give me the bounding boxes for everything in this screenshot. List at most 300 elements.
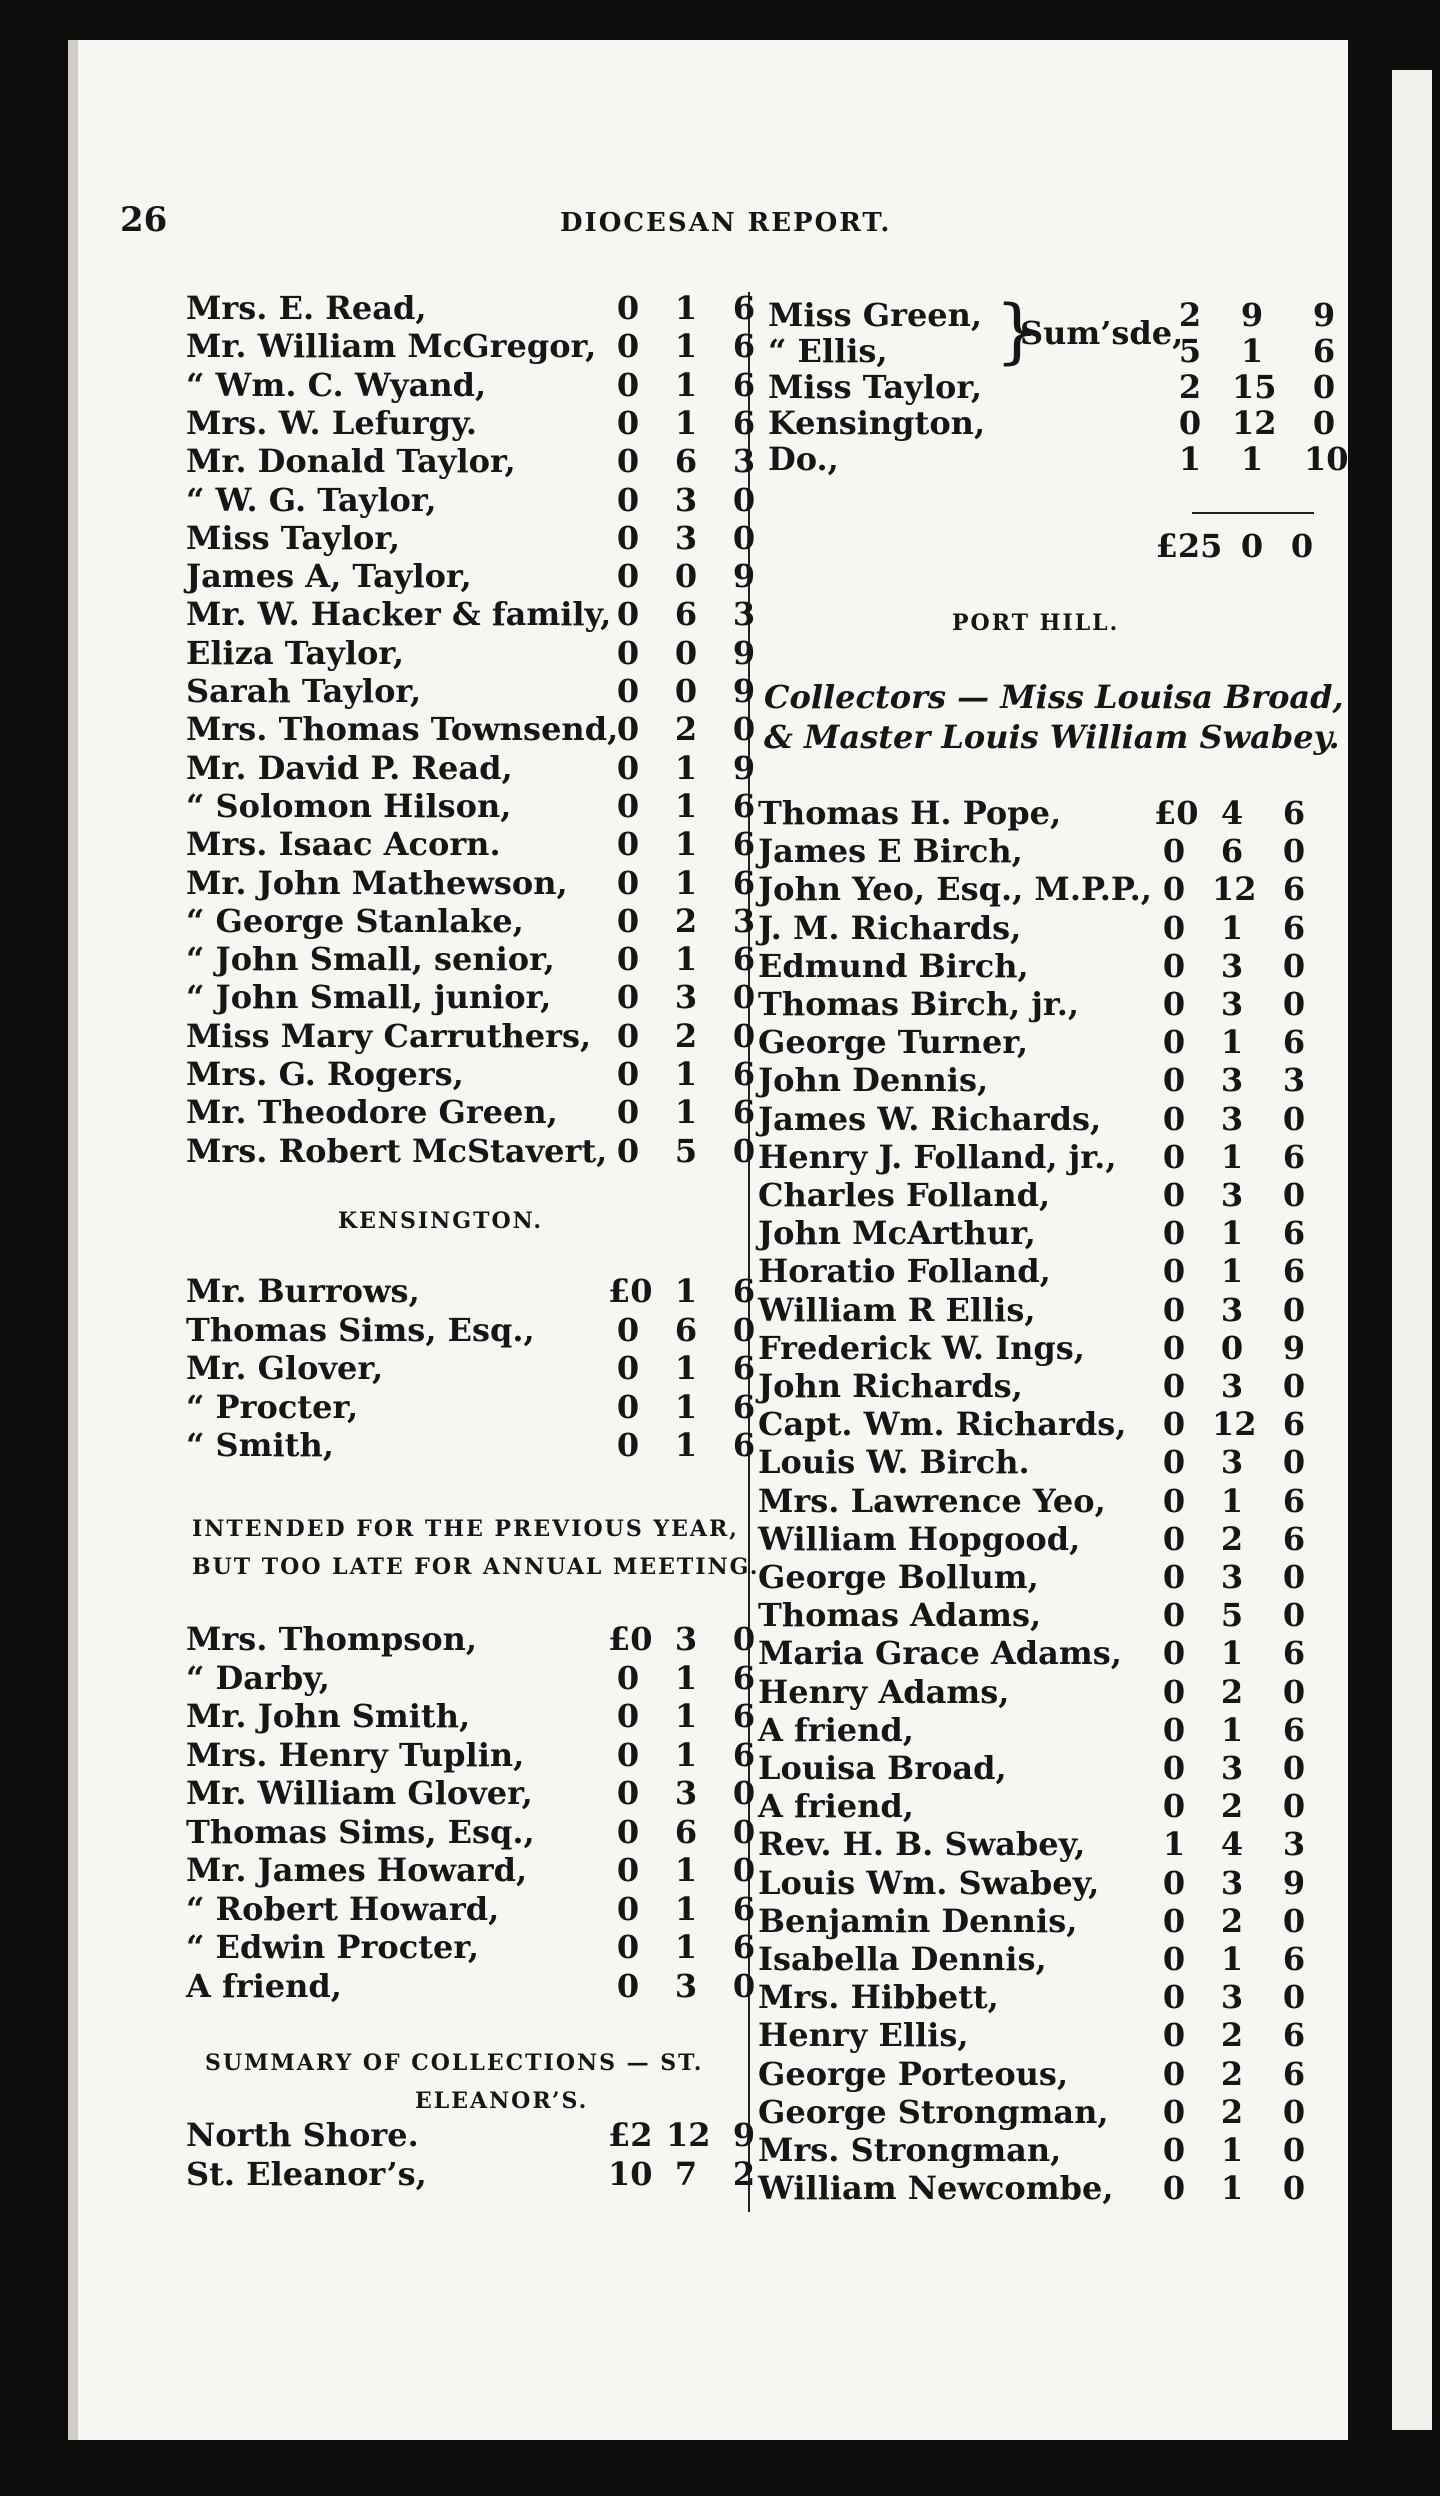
pence-value: 9	[1282, 1863, 1306, 1902]
pounds-value: 0	[1162, 1672, 1186, 1711]
subscriber-name: John Dennis,	[758, 1061, 989, 1100]
pence-value: 6	[732, 1697, 756, 1735]
subscription-row	[186, 1426, 756, 1464]
shillings-value: 7	[674, 2154, 698, 2193]
subscriber-name: Henry Adams,	[758, 1672, 1010, 1711]
summary-heading-line1: SUMMARY OF COLLECTIONS — ST.	[205, 2050, 704, 2076]
pence-value: 6	[1282, 1214, 1306, 1253]
subscriber-name: Thomas Sims, Esq.,	[186, 1310, 535, 1349]
subscriber-name: Sarah Taylor,	[186, 672, 422, 710]
shillings-value: 3	[1220, 1863, 1244, 1902]
pence-value: 6	[732, 940, 756, 979]
shillings-value: 1	[1220, 1481, 1244, 1520]
pence-value: 0	[1282, 1443, 1306, 1482]
subscription-row	[754, 1443, 1314, 1481]
pence-value: 2	[732, 2154, 756, 2193]
pence-value: 0	[1282, 1596, 1306, 1635]
subscriber-name: Mr. Donald Taylor,	[186, 442, 516, 481]
subscriber-name: Eliza Taylor,	[186, 633, 404, 672]
shillings-value: 3	[1220, 1978, 1244, 2017]
subscription-row	[186, 2154, 756, 2193]
shillings-value: 1	[1220, 1710, 1244, 1749]
subscriber-name: “ Smith,	[186, 1426, 334, 1464]
subscription-row	[186, 1851, 756, 1889]
shillings-value: 0	[674, 557, 698, 596]
subscription-row	[186, 1272, 756, 1310]
subscription-row	[754, 947, 1314, 985]
shillings-value: 1	[674, 1928, 698, 1966]
pounds-value: 0	[616, 748, 640, 787]
pence-value: 6	[1282, 2054, 1306, 2093]
shillings-value: 3	[1220, 1443, 1244, 1482]
pence-value: 0	[1282, 2131, 1306, 2169]
subscriber-name: Isabella Dennis,	[758, 1940, 1047, 1978]
pence-value: 6	[732, 825, 756, 864]
subscriber-name: “ George Stanlake,	[186, 901, 524, 940]
pence-value: 0	[1282, 1099, 1306, 1138]
shillings-value: 1	[674, 863, 698, 902]
pounds-value: 0	[616, 710, 640, 749]
pence-value: 0	[1282, 1176, 1306, 1214]
pounds-value: 0	[1162, 1749, 1186, 1787]
pounds-value: 2	[1178, 368, 1202, 406]
pounds-value: 0	[616, 403, 640, 442]
shillings-value: 1	[674, 748, 698, 787]
subscription-row	[754, 2131, 1314, 2169]
shillings-value: 1	[1220, 1634, 1244, 1673]
pence-value: 0	[1282, 1290, 1306, 1329]
pence-value: 6	[1282, 870, 1306, 909]
pence-value: 6	[732, 1093, 756, 1132]
subscriber-name: “ Solomon Hilson,	[186, 786, 512, 825]
subscription-row	[186, 1697, 756, 1735]
shillings-value: 9	[1240, 296, 1264, 334]
shillings-value: 1	[1240, 332, 1264, 370]
subscription-row	[754, 1673, 1314, 1711]
shillings-value: 6	[674, 442, 698, 481]
pounds-value: £0	[608, 1620, 653, 1658]
shillings-value: 12	[1212, 870, 1257, 909]
subscriber-name: Maria Grace Adams,	[758, 1634, 1122, 1673]
total-pence: 0	[1290, 527, 1314, 565]
shillings-value: 3	[1220, 1176, 1244, 1214]
subscription-row	[186, 748, 756, 787]
subscriber-name: James A, Taylor,	[186, 557, 472, 596]
shillings-value: 2	[1220, 1519, 1244, 1558]
pounds-value: 0	[616, 518, 640, 557]
pence-value: 6	[1282, 1940, 1306, 1978]
shillings-value: 4	[1220, 794, 1244, 832]
subscriber-name: James W. Richards,	[758, 1099, 1102, 1138]
pence-value: 6	[732, 289, 756, 327]
subscription-row	[186, 1016, 756, 1055]
pence-value: 0	[732, 1016, 756, 1055]
pounds-value: 0	[1162, 1137, 1186, 1176]
pence-value: 0	[1312, 404, 1336, 442]
pounds-value: 0	[616, 1349, 640, 1387]
subscriber-name: George Turner,	[758, 1023, 1029, 1062]
subscriber-name: Mr. W. Hacker & family,	[186, 595, 612, 634]
shillings-value: 3	[1220, 1099, 1244, 1138]
subscription-row	[186, 1928, 756, 1966]
pence-value: 0	[1282, 1978, 1306, 2017]
shillings-value: 1	[674, 1697, 698, 1735]
subscriber-name: “ Darby,	[186, 1658, 330, 1697]
subscriber-name: Rev. H. B. Swabey,	[758, 1825, 1086, 1864]
subscription-row	[760, 368, 1336, 406]
subscription-row	[186, 1889, 756, 1928]
subscription-row	[754, 1711, 1314, 1749]
subscriber-name: Mr. Burrows,	[186, 1272, 420, 1310]
pounds-value: 0	[616, 480, 640, 519]
subscription-row	[760, 404, 1336, 442]
subscriber-name: Charles Folland,	[758, 1176, 1051, 1214]
pence-value: 0	[1282, 2092, 1306, 2131]
subscriber-name: “ John Small, junior,	[186, 978, 552, 1017]
pounds-value: 0	[616, 1774, 640, 1812]
subscription-row	[186, 786, 756, 825]
subscription-row	[754, 1520, 1314, 1558]
subscription-row	[754, 985, 1314, 1023]
shillings-value: 5	[674, 1131, 698, 1170]
pence-value: 0	[1282, 1672, 1306, 1711]
pounds-value: 0	[1162, 1978, 1186, 2017]
total-pounds: £25	[1155, 527, 1223, 565]
subscriber-name: Thomas Sims, Esq.,	[186, 1812, 535, 1851]
pounds-value: 2	[1178, 296, 1202, 334]
shillings-value: 3	[674, 480, 698, 519]
pence-value: 6	[732, 1349, 756, 1387]
subscription-row	[754, 2016, 1314, 2054]
page-number: 26	[120, 200, 168, 240]
shillings-value: 4	[1220, 1825, 1244, 1864]
subscriber-name: Miss Taylor,	[768, 368, 982, 406]
subscription-row	[754, 1558, 1314, 1596]
pence-value: 6	[1282, 2016, 1306, 2055]
subscription-row	[186, 1310, 756, 1349]
right-total-row	[760, 527, 1320, 565]
pence-value: 0	[1282, 1901, 1306, 1940]
pounds-value: 0	[1162, 1023, 1186, 1062]
pounds-value: 0	[616, 1966, 640, 2005]
subscriber-name: John Richards,	[758, 1367, 1023, 1405]
pence-value: 0	[732, 480, 756, 519]
subscription-row	[186, 2116, 756, 2154]
shillings-value: 12	[1232, 404, 1277, 442]
pence-value: 0	[732, 1774, 756, 1812]
pounds-value: 0	[1162, 1481, 1186, 1520]
subscriber-name: William Newcombe,	[758, 2169, 1114, 2208]
subscriber-name: Mrs. W. Lefurgy.	[186, 403, 477, 442]
pence-value: 6	[732, 365, 756, 404]
subscription-row	[754, 909, 1314, 947]
shillings-value: 1	[1220, 1940, 1244, 1978]
pence-value: 9	[1282, 1328, 1306, 1367]
pence-value: 6	[1282, 1634, 1306, 1673]
subscriber-name: John McArthur,	[758, 1214, 1036, 1253]
shillings-value: 2	[674, 901, 698, 940]
pounds-value: 0	[1162, 908, 1186, 947]
subscriber-name: “ Edwin Procter,	[186, 1928, 479, 1966]
subscriber-name: A friend,	[758, 1787, 914, 1826]
sum-label: Sum’sde,	[1020, 314, 1184, 352]
collectors-line2: & Master Louis William Swabey.	[764, 718, 1340, 756]
subscriber-name: “ Wm. C. Wyand,	[186, 365, 487, 404]
pounds-value: 0	[1162, 1940, 1186, 1978]
pounds-value: 0	[1162, 1367, 1186, 1405]
subscription-row	[186, 1774, 756, 1812]
pounds-value: 0	[1162, 1290, 1186, 1329]
shillings-value: 1	[674, 1387, 698, 1426]
pence-value: 9	[732, 748, 756, 787]
pounds-value: 0	[616, 825, 640, 864]
subscription-row	[186, 1735, 756, 1774]
shillings-value: 1	[674, 365, 698, 404]
subscriber-name: Kensington,	[768, 404, 986, 442]
shillings-value: 1	[1220, 1023, 1244, 1062]
subscription-row	[186, 403, 756, 442]
pence-value: 0	[732, 1310, 756, 1349]
subscription-row	[754, 1023, 1314, 1061]
subscription-row	[754, 1634, 1314, 1672]
pounds-value: 0	[1162, 1596, 1186, 1635]
shillings-value: 1	[1220, 2169, 1244, 2208]
shillings-value: 3	[674, 1620, 698, 1658]
subscriber-name: Mr. Glover,	[186, 1349, 384, 1387]
subscriber-name: Louis Wm. Swabey,	[758, 1863, 1100, 1902]
subscriber-name: St. Eleanor’s,	[186, 2154, 427, 2193]
subscription-row	[760, 440, 1349, 478]
pounds-value: 0	[616, 1812, 640, 1851]
subscription-row	[186, 1093, 756, 1132]
pence-value: 3	[1282, 1825, 1306, 1864]
pounds-value: 0	[1162, 1328, 1186, 1367]
pounds-value: £2	[608, 2116, 653, 2154]
subscription-row	[754, 2169, 1314, 2207]
shillings-value: 1	[1220, 2131, 1244, 2169]
pence-value: 6	[732, 1426, 756, 1464]
pence-value: 6	[732, 403, 756, 442]
shillings-value: 1	[1220, 1214, 1244, 1253]
shillings-value: 1	[674, 289, 698, 327]
pounds-value: 0	[616, 863, 640, 902]
pounds-value: 0	[616, 1387, 640, 1426]
total-shillings: 0	[1240, 527, 1264, 565]
subscriber-name: George Strongman,	[758, 2092, 1109, 2131]
subscription-row	[186, 710, 756, 749]
pounds-value: 0	[616, 1889, 640, 1928]
subscription-row	[754, 1329, 1314, 1367]
subscription-row	[186, 289, 756, 327]
pence-value: 0	[732, 978, 756, 1017]
subscription-row	[186, 327, 756, 366]
subscriber-name: Louis W. Birch.	[758, 1443, 1030, 1482]
subscriber-name: Mrs. Hibbett,	[758, 1978, 999, 2017]
pence-value: 6	[732, 1658, 756, 1697]
pounds-value: 0	[1162, 2054, 1186, 2093]
pounds-value: 0	[1162, 870, 1186, 909]
subscriber-name: Capt. Wm. Richards,	[758, 1405, 1127, 1444]
subscriber-name: Mrs. Strongman,	[758, 2131, 1062, 2169]
pence-value: 6	[1282, 1481, 1306, 1520]
shillings-value: 3	[1220, 946, 1244, 985]
pence-value: 6	[732, 1387, 756, 1426]
subscriber-name: “ Ellis,	[768, 332, 888, 370]
subscriber-name: Mr. James Howard,	[186, 1851, 528, 1889]
subscriber-name: “ John Small, senior,	[186, 940, 555, 979]
subscription-row	[186, 1131, 756, 1170]
subscription-row	[754, 1100, 1314, 1138]
subscription-row	[186, 557, 756, 596]
shillings-value: 3	[1220, 1290, 1244, 1329]
subscription-row	[186, 863, 756, 902]
subscriber-name: Thomas H. Pope,	[758, 794, 1062, 832]
shillings-value: 1	[674, 1426, 698, 1464]
subscription-row	[186, 1966, 756, 2005]
port-hill-heading: PORT HILL.	[952, 610, 1120, 636]
subscription-row	[186, 633, 756, 672]
pence-value: 0	[732, 518, 756, 557]
shillings-value: 3	[1220, 1558, 1244, 1596]
subscription-row	[186, 1055, 756, 1093]
subscription-row	[186, 940, 756, 979]
subscription-row	[754, 1978, 1314, 2016]
subscriber-name: Miss Taylor,	[186, 518, 400, 557]
subscriber-name: Mr. William Glover,	[186, 1774, 533, 1812]
pence-value: 6	[1312, 332, 1336, 370]
pence-value: 0	[1282, 2169, 1306, 2208]
pounds-value: 0	[616, 1310, 640, 1349]
pence-value: 6	[732, 786, 756, 825]
subscriber-name: A friend,	[758, 1710, 914, 1749]
shillings-value: 2	[674, 1016, 698, 1055]
pounds-value: 0	[616, 633, 640, 672]
subscription-row	[186, 1387, 756, 1426]
subscription-row	[186, 518, 756, 557]
shillings-value: 3	[1220, 1749, 1244, 1787]
pounds-value: 0	[616, 672, 640, 710]
pence-value: 6	[732, 1055, 756, 1093]
page-spine	[68, 40, 78, 2440]
pence-value: 0	[1282, 832, 1306, 871]
pounds-value: 0	[1162, 1443, 1186, 1482]
shillings-value: 12	[666, 2116, 711, 2154]
subscriber-name: Miss Green,	[768, 296, 983, 334]
pounds-value: 0	[1162, 1176, 1186, 1214]
pounds-value: 0	[616, 1426, 640, 1464]
subscription-row	[186, 1620, 756, 1658]
running-title: DIOCESAN REPORT.	[560, 208, 892, 238]
pounds-value: 0	[616, 978, 640, 1017]
shillings-value: 2	[1220, 2054, 1244, 2093]
pence-value: 0	[1282, 1787, 1306, 1826]
subscription-row	[186, 672, 756, 710]
subscriber-name: J. M. Richards,	[758, 908, 1022, 947]
collectors-line1: Collectors — Miss Louisa Broad,	[764, 678, 1344, 716]
subscriber-name: George Bollum,	[758, 1558, 1039, 1596]
pence-value: 3	[732, 901, 756, 940]
subscriber-name: “ W. G. Taylor,	[186, 480, 437, 519]
pounds-value: 0	[1162, 2169, 1186, 2208]
subscription-row	[754, 1138, 1314, 1176]
subscription-row	[754, 2055, 1314, 2093]
pounds-value: 0	[1162, 985, 1186, 1023]
shillings-value: 2	[1220, 1901, 1244, 1940]
pounds-value: 0	[1162, 1710, 1186, 1749]
subscription-row	[754, 1902, 1314, 1940]
pence-value: 0	[1282, 1558, 1306, 1596]
pence-value: 10	[1304, 440, 1349, 478]
subscriber-name: Mrs. Lawrence Yeo,	[758, 1481, 1106, 1520]
subscriber-name: Mrs. Thompson,	[186, 1620, 477, 1658]
pence-value: 6	[1282, 1519, 1306, 1558]
subscription-row	[754, 1482, 1314, 1520]
intended-heading-line2: BUT TOO LATE FOR ANNUAL MEETING.	[192, 1554, 760, 1580]
pence-value: 9	[732, 2116, 756, 2154]
pounds-value: 0	[616, 365, 640, 404]
subscription-row	[754, 1214, 1314, 1252]
pence-value: 3	[732, 442, 756, 481]
subscriber-name: Mr. John Smith,	[186, 1697, 471, 1735]
summary-heading-line2: ELEANOR’S.	[415, 2088, 589, 2114]
subscriber-name: Frederick W. Ings,	[758, 1328, 1085, 1367]
pounds-value: 0	[616, 940, 640, 979]
pounds-value: 0	[1162, 946, 1186, 985]
pence-value: 6	[1282, 1137, 1306, 1176]
pounds-value: 0	[1162, 1634, 1186, 1673]
subscription-row	[186, 825, 756, 864]
pounds-value: 0	[616, 595, 640, 634]
pounds-value: 0	[616, 1093, 640, 1132]
subscriber-name: William R Ellis,	[758, 1290, 1036, 1329]
shillings-value: 6	[674, 1310, 698, 1349]
shillings-value: 1	[674, 1735, 698, 1774]
subscriber-name: Henry Ellis,	[758, 2016, 969, 2055]
pounds-value: 0	[1162, 2131, 1186, 2169]
pence-value: 6	[732, 327, 756, 366]
subscriber-name: Thomas Birch, jr.,	[758, 985, 1080, 1023]
pence-value: 6	[732, 1735, 756, 1774]
subscriber-name: North Shore.	[186, 2116, 419, 2154]
subscription-row	[754, 1596, 1314, 1634]
subscription-row	[754, 832, 1314, 870]
pounds-value: 0	[616, 901, 640, 940]
shillings-value: 1	[1220, 1137, 1244, 1176]
shillings-value: 15	[1232, 368, 1277, 406]
subscription-row	[754, 1176, 1314, 1214]
shillings-value: 1	[1240, 440, 1264, 478]
subscriber-name: Mr. William McGregor,	[186, 327, 597, 366]
subscription-row	[754, 1749, 1314, 1787]
subscription-row	[754, 1787, 1314, 1825]
subscriber-name: John Yeo, Esq., M.P.P.,	[758, 870, 1152, 909]
shillings-value: 2	[1220, 1672, 1244, 1711]
shillings-value: 2	[1220, 2016, 1244, 2055]
subscription-row	[186, 365, 756, 404]
pounds-value: £0	[608, 1272, 653, 1310]
pence-value: 6	[732, 1272, 756, 1310]
subscription-row	[754, 1940, 1314, 1978]
subscriber-name: Thomas Adams,	[758, 1596, 1042, 1635]
shillings-value: 1	[1220, 908, 1244, 947]
pounds-value: 0	[1162, 2092, 1186, 2131]
pence-value: 3	[732, 595, 756, 634]
pounds-value: 1	[1178, 440, 1202, 478]
pounds-value: £0	[1154, 794, 1199, 832]
shillings-value: 3	[674, 1774, 698, 1812]
pounds-value: 0	[1162, 1519, 1186, 1558]
subscription-row	[186, 1812, 756, 1851]
